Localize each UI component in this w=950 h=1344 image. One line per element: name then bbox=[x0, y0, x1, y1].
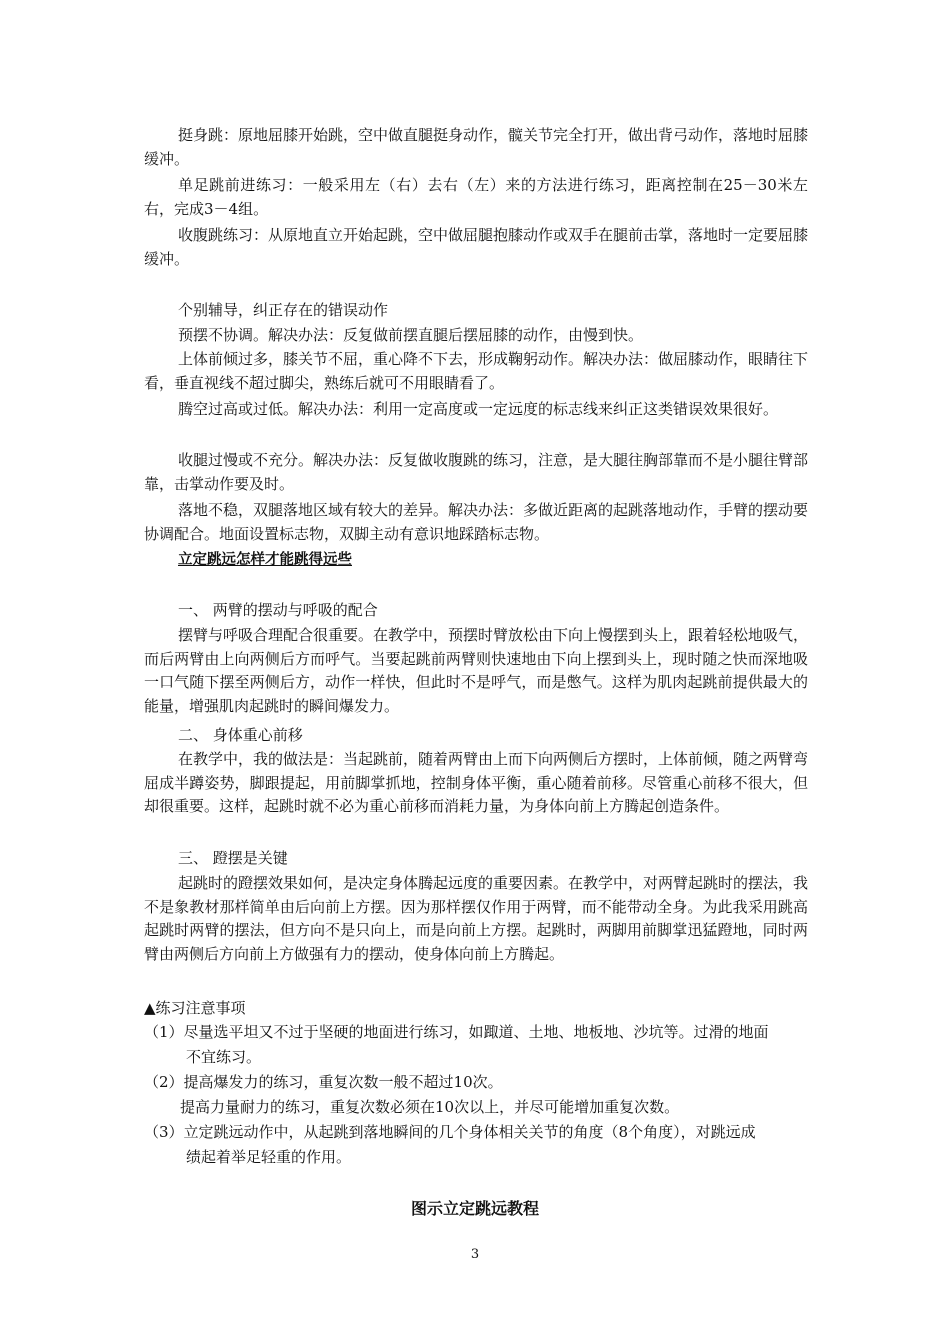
note-item-2-cont: 提高力量耐力的练习，重复次数必须在10次以上，并尽可能增加重复次数。 bbox=[180, 1098, 680, 1116]
notes-title: ▲练习注意事项 bbox=[144, 999, 246, 1017]
section-1-body: 摆臂与呼吸合理配合很重要。在教学中，预摆时臂放松由下向上慢摆到头上，跟着轻松地吸气，而后两臂由上向两侧后方而呼气。当要起跳前两臂则快速地由下向上摆到头上，现时随之快而深地吸一口气随下摆至两侧后方，动作一样快，但此时不是呼气，而是憋气。这样为肌肉起跳前提供最大的能量，增强肌肉起跳时的瞬间爆发力。 bbox=[144, 626, 809, 715]
paragraph-ting-shen-tiao: 挺身跳：原地屈膝开始跳，空中做直腿挺身动作，髋关节完全打开，做出背弓动作，落地时屈膝缓冲。 bbox=[144, 126, 809, 168]
guidance-item: 预摆不协调。解决办法：反复做前摆直腿后摆屈膝的动作，由慢到快。 bbox=[178, 326, 644, 344]
note-item-3-cont: 绩起着举足轻重的作用。 bbox=[186, 1148, 352, 1166]
section-3-body: 起跳时的蹬摆效果如何，是决定身体腾起远度的重要因素。在教学中，对两臂起跳时的摆法，我不是象教材那样简单由后向前上方摆。因为那样摆仅作用于两臂，而不能带动全身。为此我采用跳高起跳时两臂的摆法，但方向不是只向上，而是向前上方摆。起跳时，两脚用前脚掌迅猛蹬地，同时两臂由两侧后方向前上方做强有力的摆动，使身体向前上方腾起。 bbox=[144, 874, 809, 963]
footer-title: 图示立定跳远教程 bbox=[410, 1199, 539, 1218]
guidance-item: 腾空过高或过低。解决办法：利用一定高度或一定远度的标志线来纠正这类错误效果很好。 bbox=[178, 400, 779, 418]
section-2-heading: 二、 身体重心前移 bbox=[178, 726, 303, 744]
guidance-item: 落地不稳，双腿落地区域有较大的差异。解决办法：多做近距离的起跳落地动作，手臂的摆动要协调配合。地面设置标志物，双脚主动有意识地踩踏标志物。 bbox=[144, 501, 809, 543]
note-item-1: （1）尽量选平坦又不过于坚硬的地面进行练习，如踙道、土地、地板地、沙坑等。过滑的地面 bbox=[144, 1023, 769, 1041]
section-2-body: 在教学中，我的做法是：当起跳前，随着两臂由上而下向两侧后方摆时，上体前倾，随之两臂弯屈成半蹲姿势，脚跟提起，用前脚掌抓地，控制身体平衡，重心随着前移。尽管重心前移不很大，但却很重要。这样，起跳时就不必为重心前移而消耗力量，为身体向前上方腾起创造条件。 bbox=[144, 750, 809, 816]
section-1-heading: 一、 两臂的摆动与呼吸的配合 bbox=[178, 601, 378, 619]
section-heading: 立定跳远怎样才能跳得远些 bbox=[178, 552, 352, 568]
note-item-2: （2）提高爆发力的练习，重复次数一般不超过10次。 bbox=[144, 1073, 503, 1091]
paragraph-dan-zu-tiao: 单足跳前进练习：一般采用左（右）去右（左）来的方法进行练习，距离控制在25－30米左右，完成3－4组。 bbox=[144, 176, 808, 218]
note-item-1-cont: 不宜练习。 bbox=[186, 1048, 262, 1066]
note-item-3: （3）立定跳远动作中，从起跳到落地瞬间的几个身体相关关节的角度（8个角度），对跳远成 bbox=[144, 1123, 756, 1141]
guidance-title: 个别辅导，纠正存在的错误动作 bbox=[178, 301, 389, 319]
paragraph-shou-fu-tiao: 收腹跳练习：从原地直立开始起跳，空中做屈腿抱膝动作或双手在腿前击掌，落地时一定要屈膝缓冲。 bbox=[144, 226, 809, 268]
guidance-item: 收腿过慢或不充分。解决办法：反复做收腹跳的练习，注意，是大腿往胸部靠而不是小腿往臂部靠，击掌动作要及时。 bbox=[144, 451, 809, 493]
section-3-heading: 三、 蹬摆是关键 bbox=[178, 849, 288, 867]
page-number: 3 bbox=[470, 1247, 480, 1262]
guidance-item: 上体前倾过多，膝关节不屈，重心降不下去，形成鞠躬动作。解决办法：做屈膝动作，眼睛往下看，垂直视线不超过脚尖，熟练后就可不用眼睛看了。 bbox=[144, 350, 809, 392]
